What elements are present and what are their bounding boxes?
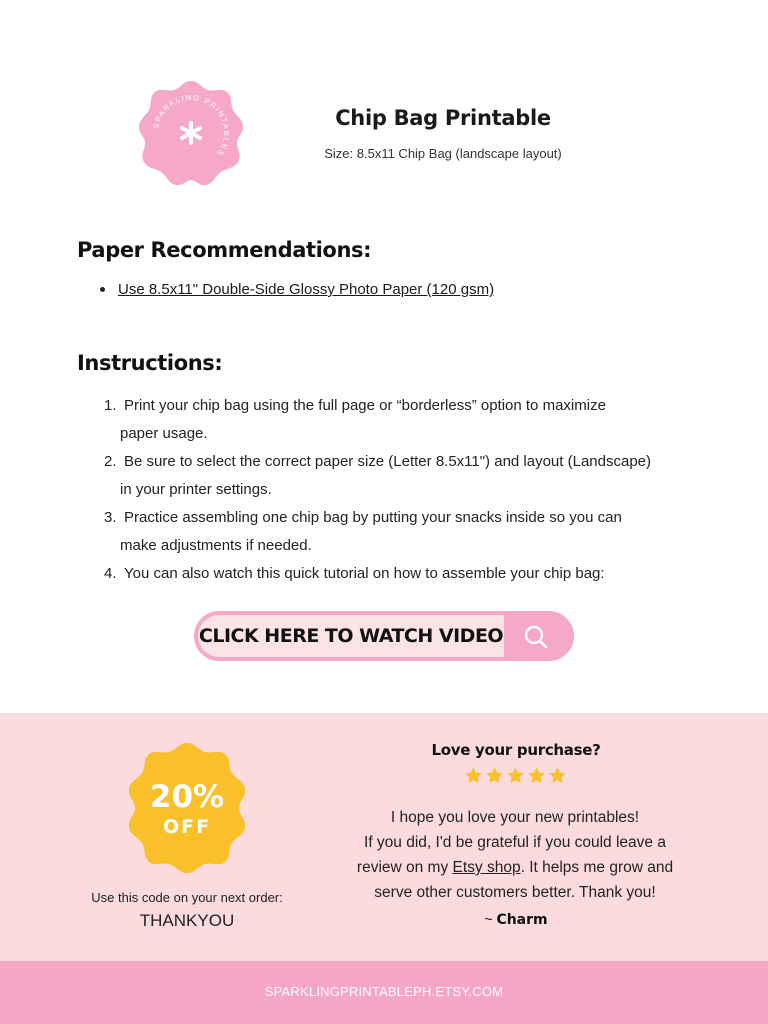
step-number: 1. [104, 397, 117, 414]
step-text: Be sure to select the correct paper size (Letter 8.5x11") and layout (Landscape) [124, 453, 651, 470]
paper-link[interactable]: Use 8.5x11" Double-Side Glossy Photo Paper (120 gsm) [118, 281, 495, 298]
search-icon[interactable] [518, 622, 554, 652]
discount-off: OFF [162, 816, 212, 838]
step-text: Print your chip bag using the full page or “borderless” option to maximize [124, 397, 606, 414]
step-text-continued: paper usage. [120, 425, 208, 442]
coupon-code: THANKYOU [139, 911, 235, 930]
discount-badge [119, 740, 255, 876]
step-number: 2. [104, 453, 117, 470]
star-rating [460, 766, 570, 790]
paper-list-item [100, 281, 494, 298]
watch-video-label[interactable]: CLICK HERE TO WATCH VIDEO [198, 615, 504, 657]
footer-link[interactable]: SPARKLINGPRINTABLEPH.ETSY.COM [264, 984, 504, 999]
list-item [104, 448, 704, 504]
step-text: Practice assembling one chip bag by putting your snacks inside so you can [124, 509, 622, 526]
review-line: I hope you love your new printables! [390, 809, 640, 826]
bullet-icon [100, 287, 105, 292]
step-number: 4. [104, 565, 117, 582]
logo-badge [137, 79, 245, 187]
list-item [104, 504, 704, 560]
review-line: review on my Etsy shop. It helps me grow and [356, 859, 674, 876]
step-text-continued: in your printer settings. [120, 481, 272, 498]
list-item [104, 560, 704, 588]
paper-heading: Paper Recommendations: [77, 238, 372, 262]
discount-percent: 20% [149, 779, 225, 815]
logo-text: SPARKLING PRINTABLES [151, 92, 232, 159]
etsy-shop-link[interactable]: Etsy shop [452, 859, 521, 876]
coupon-note: Use this code on your next order: [91, 890, 283, 905]
page-title: Chip Bag Printable [335, 106, 551, 130]
review-line: serve other customers better. Thank you! [374, 884, 656, 901]
star-icon [527, 766, 546, 785]
list-item [104, 392, 704, 448]
step-number: 3. [104, 509, 117, 526]
signature: ~ Charm [484, 911, 548, 928]
star-icon [548, 766, 567, 785]
review-message [340, 805, 690, 905]
star-icon [464, 766, 483, 785]
step-text-continued: make adjustments if needed. [120, 537, 312, 554]
page-subtitle: Size: 8.5x11 Chip Bag (landscape layout) [324, 146, 562, 161]
star-icon [506, 766, 525, 785]
review-line: If you did, I'd be grateful if you could leave a [364, 834, 666, 851]
instructions-list [104, 392, 704, 588]
step-text: You can also watch this quick tutorial on how to assemble your chip bag: [124, 565, 605, 582]
star-icon [485, 766, 504, 785]
instructions-heading: Instructions: [77, 351, 223, 375]
review-heading: Love your purchase? [431, 741, 601, 759]
